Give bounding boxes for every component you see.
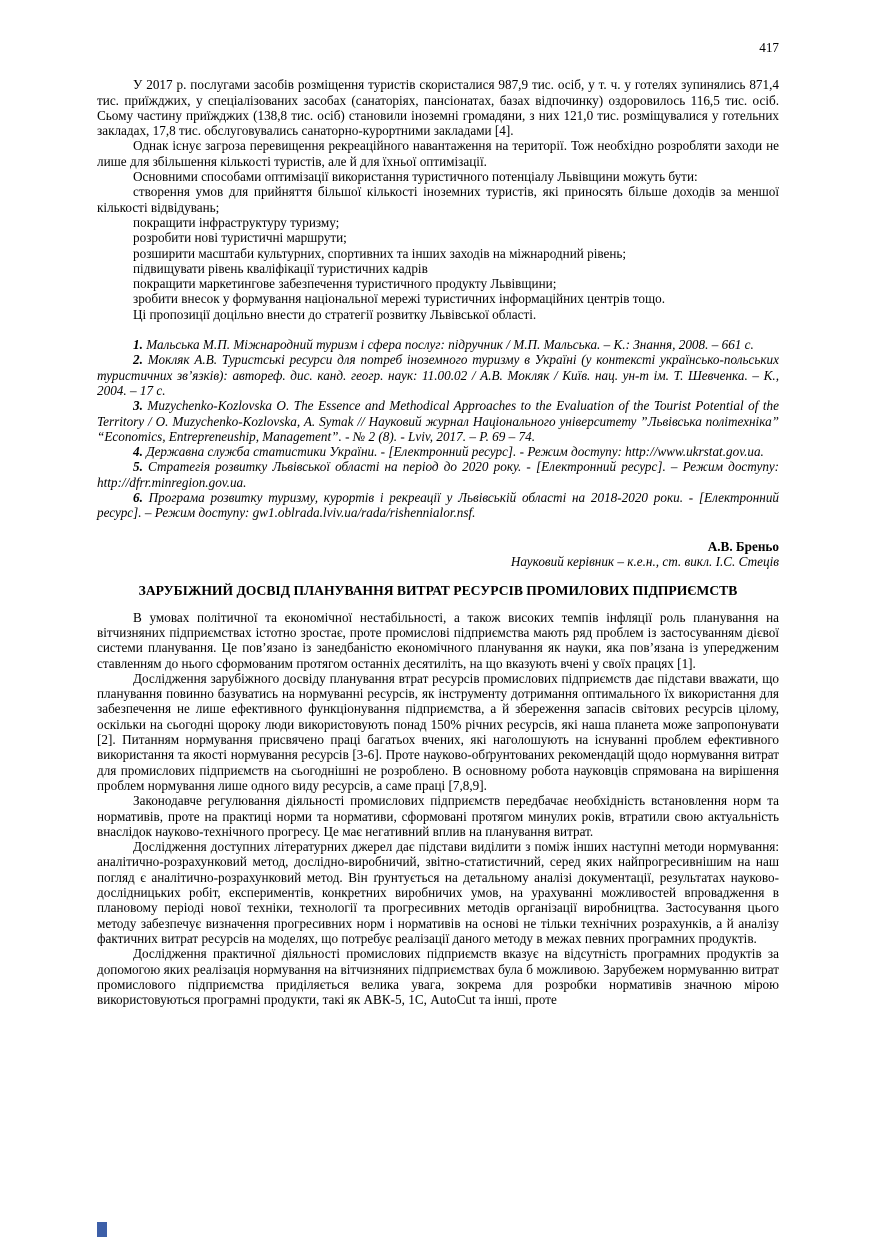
reference-item xyxy=(97,459,779,490)
reference-text: Muzychenko-Kozlovska O. The Essence and Methodical Approaches to the Evaluation of the Tourist Potential of the Territory / O. Muzychenko-Kozlovska, A. Symak // Науковий журнал Національного університету ”Львівська політехніка” “Economics, Entrepreneuship, Management”. - № 2 (8). - Lviv, 2017. – P. 69 – 74. xyxy=(97,398,779,444)
intro-paragraph: Однак існує загроза перевищення рекреаційного навантаження на території. Тож необхідно розробляти заходи не лише для збільшення кількості туристів, але й для їхньої оптимізації. xyxy=(97,138,779,169)
article-paragraph: В умовах політичної та економічної нестабільності, а також високих темпів інфляції роль планування на вітчизняних підприємствах істотно зростає, проте промислові підприємства мають ряд проблем із застосуванням дієвої системи планування. Це пов’язано із занедбаністю економічного планування як науки, яка пов’язана із упередженим ставленням до нього сформованим протягом останніх десятиліть, на що вказують вчені у своїх працях [1]. xyxy=(97,609,779,671)
list-item: зробити внесок у формування національної мережі туристичних інформаційних центрів тощо. xyxy=(133,291,666,307)
list-item: покращити інфраструктуру туризму; xyxy=(133,214,340,230)
reference-item xyxy=(97,444,779,459)
reference-text: Програма розвитку туризму, курортів і рекреації у Львівській області на 2018-2020 роки. - [Електронний ресурс]. – Режим доступу: gw1.oblrada.lviv.ua/rada/rishennialor.nsf. xyxy=(97,490,780,521)
reference-number: 6. xyxy=(133,490,143,506)
byline xyxy=(97,539,779,570)
list-item: розширити масштаби культурних, спортивних та інших заходів на міжнародний рівень; xyxy=(133,245,627,261)
reference-number: 2. xyxy=(133,352,143,368)
list-item: створення умов для прийняття більшої кількості іноземних туристів, які приносять більше доходів за меншої кількості відвідувань; xyxy=(97,184,779,215)
reference-text: Стратегія розвитку Львівської області на період до 2020 року. - [Електронний ресурс]. – Режим доступу: http://dfrr.minregion.gov.ua. xyxy=(97,459,779,490)
page-number: 417 xyxy=(759,40,779,55)
article-paragraph: Дослідження зарубіжного досвіду планування втрат ресурсів промислових підприємств дає підстави вважати, що планування повинно базуватись на нормуванні ресурсів, як інструменту дотримання оптимального їх використання для забезпечення не лише ефективного функціонування підприємства, а й збереження запасів світових ресурсів цілому, оскільки на сьогодні щороку люди використовують понад 150% річних ресурсів, які наша планета може запропонувати [2]. Питанням нормування присвячено праці багатьох вчених, які наголошують на існуванні проблем ефективного використання та якості нормування ресурсів [3-6]. Проте науково-обґрунтованих рекомендацій щодо нормування витрат для промислових підприємств на сьогоднішні не розроблено. В основному робота науковців спрямована на вирішення проблем нормування лише одного виду ресурсів, а саме праці [7,8,9]. xyxy=(97,670,779,793)
reference-item xyxy=(97,398,779,444)
list-item: покращити маркетингове забезпечення туристичного продукту Львівщини; xyxy=(133,276,557,292)
reference-number: 5. xyxy=(133,459,143,475)
intro-paragraph: Основними способами оптимізації використання туристичного потенціалу Львівщини можуть бути: xyxy=(133,169,698,185)
intro-paragraph: У 2017 р. послугами засобів розміщення туристів скористалися 987,9 тис. осіб, у т. ч. у готелях зупинялись 871,4 тис. приїжджих, у спеціалізованих засобах (санаторіях, пансіонатах, базах відпочинку) оздоровилось 116,5 тис. осіб. Сьому частину приїжджих (138,8 тис. осіб) становили іноземні громадяни, з них 121,0 тис. розміщувалися у готельних закладах, 17,8 тис. обслуговувались санаторно-курортними закладами [4]. xyxy=(97,77,779,139)
reference-text: Мальська М.П. Міжнародний туризм і сфера послуг: підручник / М.П. Мальська. – К.: Знання, 2008. – 661 с. xyxy=(146,337,754,353)
references-section xyxy=(97,337,779,521)
reference-item xyxy=(97,337,779,352)
list-item: розробити нові туристичні маршрути; xyxy=(133,230,347,246)
reference-number: 4. xyxy=(133,444,143,460)
reference-number: 3. xyxy=(133,398,143,414)
list-item: Ці пропозиції доцільно внести до стратегії розвитку Львівської області. xyxy=(133,306,537,322)
author-name: А.В. Бреньо xyxy=(707,538,779,554)
reference-number: 1. xyxy=(133,337,143,353)
reference-text: Мокляк А.В. Туристські ресурси для потреб іноземного туризму в Україні (у контексті українсько-польських туристичних зв’язків): автореф. дис. канд. геогр. наук: 11.00.02 / А.В. Мокляк / Київ. нац. ун-т ім. Т. Шевченка. – К., 2004. – 17 с. xyxy=(97,352,779,398)
article-paragraph: Дослідження практичної діяльності промислових підприємств вказує на відсутність програмних продуктів за допомогою яких реалізація нормування на вітчизняних підприємствах була б можливою. Зарубежем нормуванню витрат промислового підприємства приділяється велика увага, зокрема для розробки нормативів значною мірою використовуються програмні продукти, такі як АВК-5, 1С, AutoCut та інші, проте xyxy=(97,946,779,1008)
article-paragraph: Законодавче регулювання діяльності промислових підприємств передбачає необхідність встановлення норм та нормативів, проте на практиці норми та нормативи, сформовані протягом минулих років, втратили свою актуальність внаслідок науково-технічного прогресу. Це має негативний вплив на планування витрат. xyxy=(97,793,779,839)
reference-text: Державна служба статистики України. - [Електронний ресурс]. - Режим доступу: http://www.ukrstat.gov.ua. xyxy=(146,444,764,460)
article-body xyxy=(97,610,779,1008)
list-item: підвищувати рівень кваліфікації туристичних кадрів xyxy=(133,260,428,276)
article-title: ЗАРУБІЖНИЙ ДОСВІД ПЛАНУВАННЯ ВИТРАТ РЕСУРСІВ ПРОМИЛОВИХ ПІДПРИЄМСТВ xyxy=(138,583,738,599)
supervisor-line: Науковий керівник – к.е.н., ст. викл. І.С. Стеців xyxy=(510,553,779,569)
article-paragraph: Дослідження доступних літературних джерел дає підстави виділити з поміж інших наступні методи нормування: аналітично-розрахунковий метод, дослідно-виробничий, звітно-статистичний, серед яких найпрогресивнішим на наш погляд є аналітично-розрахунковий метод. Він ґрунтується на детальному аналізі документації, результатах науково-дослідницьких робіт, експериментів, конкретних виробничих умов, на урахуванні можливостей впровадження в плановому періоді нової техніки, технології та прогресивних методів організації виробництва. Застосування цього методу забезпечує визначення прогресивних норм і нормативів на основі не тільки технічних розрахунків, а й аналізу фактичних витрат ресурсів на моделях, що потребує реалізації даного методу в межах певних програмних продуктів. xyxy=(97,839,779,946)
intro-section xyxy=(97,77,779,322)
corner-mark xyxy=(97,1222,107,1237)
reference-item xyxy=(97,352,779,398)
reference-item xyxy=(97,490,779,521)
